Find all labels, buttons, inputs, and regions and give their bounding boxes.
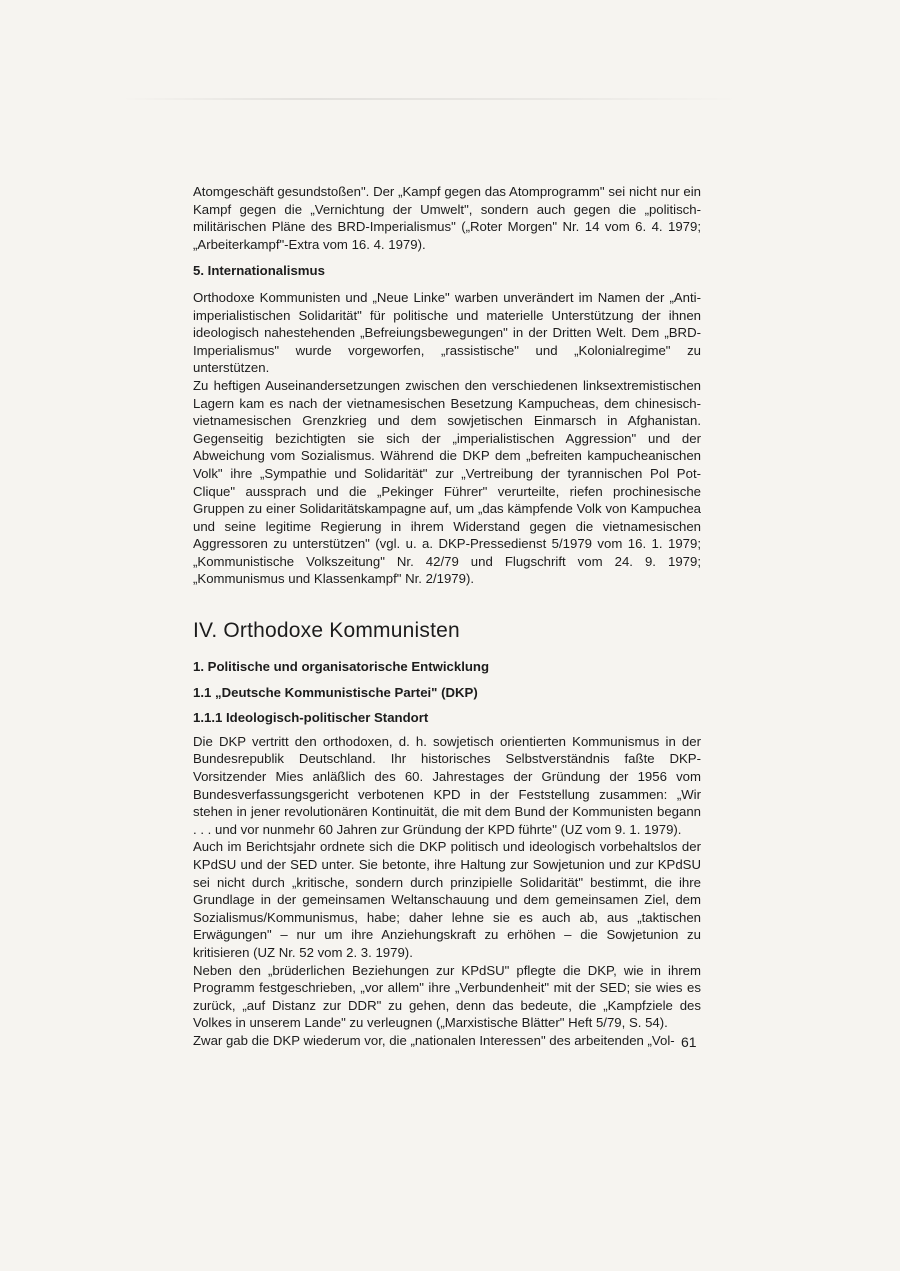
heading-internationalismus: 5. Internationalismus xyxy=(193,263,325,279)
scan-edge-mark xyxy=(120,98,740,100)
paragraph-atomgeschaeft: Atomgeschäft gesundstoßen". Der „Kampf gegen das Atomprogramm" sei nicht nur ein Kampf gegen die „Vernichtung der Umwelt", sondern auch gegen die „politisch-militärischen Pläne des BRD-Imperialismus" („Roter Morgen" Nr. 14 vom 6. 4. 1979; „Arbeiterkampf"-Extra vom 16. 4. 1979). xyxy=(193,184,701,252)
page-content xyxy=(193,183,701,1050)
paragraph-dkp-vertritt: Die DKP vertritt den orthodoxen, d. h. sowjetisch orientierten Kommunismus in der Bundesrepublik Deutschland. Ihr historisches Selbstverständnis faßte DKP-Vorsitzender Mies anläßlich des 60. Jahrestages der Gründung der 1956 vom Bundesverfassungsgericht verbotenen KPD in der Feststellung zusammen: „Wir stehen in jener revolutionären Kontinuität, die mit dem Bund der Kommunisten begann . . . und vor nunmehr 60 Jahren zur Gründung der KPD führte" (UZ vom 9. 1. 1979). xyxy=(193,733,701,837)
heading-ideologischer-standort: 1.1.1 Ideologisch-politischer Standort xyxy=(193,710,429,726)
page-number: 61 xyxy=(681,1034,697,1050)
chapter-title: IV. Orthodoxe Kommunisten xyxy=(193,619,460,643)
paragraph-nationale-interessen: Zwar gab die DKP wiederum vor, die „nationalen Interessen" des arbeitenden „Vol- xyxy=(193,1032,675,1048)
paragraph-auseinandersetzungen: Zu heftigen Auseinandersetzungen zwischen den verschiedenen linksextremistischen Lagern kam es nach der vietnamesischen Besetzung Kampucheas, dem chinesisch-vietnamesischen Grenzkrieg und dem sowjetischen Einmarsch in Afghanistan. Gegenseitig bezichtigten sie sich der „imperialistischen Aggression" und der Abweichung vom Sozialismus. Während die DKP dem „befreiten kampucheanischen Volk" ihre „Sympathie und Solidarität" zur „Vertreibung der tyrannischen Pol Pot-Clique" aussprach und die „Pekinger Führer" verurteilte, riefen prochinesische Gruppen zu einer Solidaritätskampagne auf, um „das kämpfende Volk von Kampuchea und seine legitime Regierung in ihrem Widerstand gegen die vietnamesischen Aggressoren zu unterstützen" (vgl. u. a. DKP-Pressedienst 5/1979 vom 16. 1. 1979; „Kommunistische Volkszeitung" Nr. 42/79 und Flugschrift vom 24. 9. 1979; „Kommunismus und Klassenkampf" Nr. 2/1979). xyxy=(193,377,701,587)
paragraph-brueder-beziehungen: Neben den „brüderlichen Beziehungen zur KPdSU" pflegte die DKP, wie in ihrem Programm festgeschrieben, „vor allem" ihre „Verbundenheit" mit der SED; sie wies es zurück, „auf Distanz zur DDR" zu gehen, denn das bedeute, die „Kampfziele des Volkes in unserem Lande" zu verleugnen („Marxistische Blätter" Heft 5/79, S. 54). xyxy=(193,962,701,1031)
heading-dkp: 1.1 „Deutsche Kommunistische Partei" (DKP) xyxy=(193,684,478,700)
heading-politische-entwicklung: 1. Politische und organisatorische Entwicklung xyxy=(193,659,490,675)
paragraph-berichtsjahr: Auch im Berichtsjahr ordnete sich die DKP politisch und ideologisch vorbehaltslos der KPdSU und der SED unter. Sie betonte, ihre Haltung zur Sowjetunion und zur KPdSU sei nicht durch „kritische, sondern durch prinzipielle Solidarität" bestimmt, die ihre Grundlage in der gemeinsamen Weltanschauung und dem gemeinsamen Ziel, dem Sozialismus/Kommunismus, habe; daher lehne sie es auch ab, aus „taktischen Erwägungen" – nur um ihre Anziehungskraft zu erhöhen – die Sowjetunion zu kritisieren (UZ Nr. 52 vom 2. 3. 1979). xyxy=(193,839,701,960)
paragraph-orthodoxe-kommunisten: Orthodoxe Kommunisten und „Neue Linke" warben unverändert im Namen der „Anti-imperialistischen Solidarität" für politische und materielle Unterstützung der ihnen ideologisch nahestehenden „Befreiungsbewegungen" in der Dritten Welt. Dem „BRD-Imperialismus" wurde vorgeworfen, „rassistische" und „Kolonialregime" zu unterstützen. xyxy=(193,289,701,376)
